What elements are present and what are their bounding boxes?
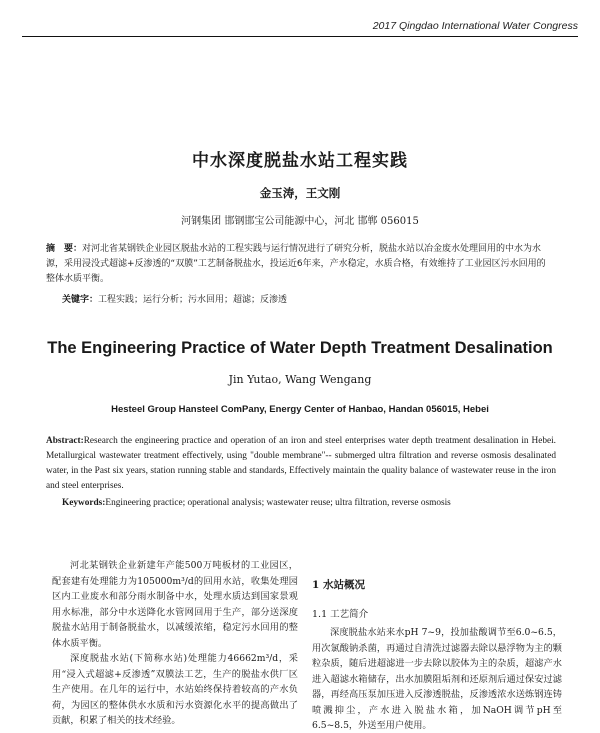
english-authors: Jin Yutao, Wang Wengang bbox=[228, 373, 372, 386]
body-right-column bbox=[312, 578, 562, 733]
subsection-heading: 1.1 工艺简介 bbox=[312, 608, 369, 620]
english-affiliation: Hesteel Group Hansteel ComPany, Energy Center of Hanbao, Handan 056015, Hebei bbox=[111, 404, 489, 415]
chinese-abstract bbox=[46, 242, 552, 287]
english-keywords-text: Engineering practice; operational analysis; wastewater reuse; ultra filtration, reverse osmosis bbox=[105, 498, 451, 508]
body-left-column bbox=[52, 558, 298, 729]
chinese-abstract-text: 对河北省某钢铁企业园区脱盐水站的工程实践与运行情况进行了研究分析，脱盐水站以冶金废水处理回用的中水为水源，采用浸没式超滤+反渗透的“双膜”工艺制备脱盐水，投运近6年来，产水稳定，水质合格，有效维持了工业园区污水回用的整体水质平衡。 bbox=[46, 244, 546, 284]
body-paragraph: 深度脱盐水站(下简称水站)处理能力46662m³/d，采用“浸入式超滤+反渗透”双膜法工艺，生产的脱盐水供厂区生产使用。在几年的运行中，水站始终保持着较高的产水负荷，为园区的整体供水水质和污水资源化水平的提高做出了贡献，积累了相关的技术经验。 bbox=[52, 653, 298, 726]
english-keywords bbox=[62, 498, 552, 508]
body-paragraph: 深度脱盐水站来水pH 7~9，投加盐酸调节至6.0~6.5，用次氯酸钠杀菌，再通过自清洗过滤器去除以悬浮物为主的颗粒杂质，随后进超滤进一步去除以胶体为主的杂质，超滤产水进入超滤水箱储存，出水加膜阻垢剂和还原剂后通过保安过滤器，再经高压泵加压进入反渗透脱盐，反渗透浓水送炼钢连铸喷溅抑尘，产水进入脱盐水箱，加NaOH调节pH至6.5~8.5，外送至用户使用。 bbox=[312, 627, 562, 731]
section-heading: 1 水站概况 bbox=[312, 579, 365, 591]
chinese-affiliation: 河钢集团 邯钢邯宝公司能源中心，河北 邯郸 056015 bbox=[181, 216, 419, 227]
chinese-keywords bbox=[62, 292, 552, 305]
chinese-authors: 金玉涛，王文刚 bbox=[259, 186, 341, 200]
running-header: 2017 Qingdao International Water Congress bbox=[372, 20, 578, 32]
chinese-abstract-label: 摘 要： bbox=[46, 244, 83, 254]
english-abstract bbox=[46, 434, 556, 494]
body-paragraph: 河北某钢铁企业新建年产能500万吨板材的工业园区，配套建有处理能力为105000m³/d的回用水站，收集处理园区内工业废水和部分雨水制备中水，处理水质达到国家景观用水标准，部分中水送降化水管网回用于生产，部分送深度脱盐水站用于制备脱盐水，以减缓浓缩，稳定污水回用的整体水质平衡。 bbox=[52, 560, 298, 649]
chinese-keywords-text: 工程实践；运行分析；污水回用；超滤；反渗透 bbox=[98, 295, 288, 305]
english-keywords-label: Keywords: bbox=[62, 498, 106, 508]
english-abstract-label: Abstract: bbox=[46, 436, 84, 446]
header-rule bbox=[22, 36, 578, 37]
chinese-title: 中水深度脱盐水站工程实践 bbox=[192, 151, 408, 171]
english-title: The Engineering Practice of Water Depth Treatment Desalination bbox=[47, 339, 553, 357]
chinese-keywords-label: 关键字： bbox=[62, 295, 99, 305]
english-abstract-text: Research the engineering practice and operation of an iron and steel enterprises water depth treatment desalination in Hebei. Metallurgical wastewater treatment effectively, using "double membrane"-- submerged ultra filtration and reverse osmosis desalinated water, in the Past six years, station running stable and standards, Effectively maintain the quality balance of wastewater reuse in the iron and steel enterprises. bbox=[46, 436, 556, 491]
